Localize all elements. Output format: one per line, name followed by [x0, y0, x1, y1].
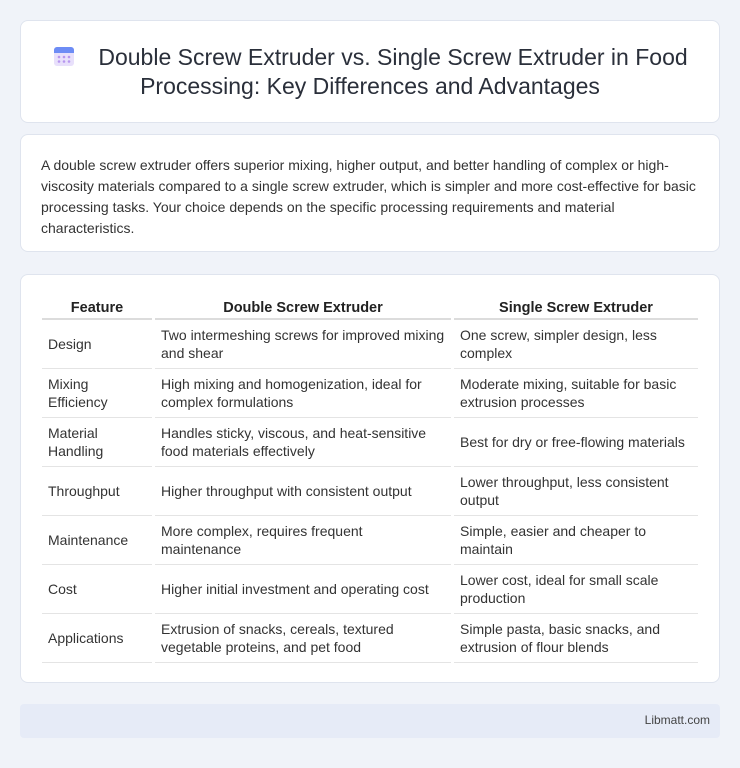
- table-header-row: [42, 295, 698, 320]
- page-title: Double Screw Extruder vs. Single Screw Extruder in Food Processing: Key Differences and Advantages: [98, 44, 688, 99]
- cell-feature: Throughput: [42, 467, 152, 516]
- header-double-screw: Double Screw Extruder: [155, 295, 451, 320]
- cell-single: Simple pasta, basic snacks, and extrusion of flour blends: [454, 614, 698, 663]
- cell-feature: Applications: [42, 614, 152, 663]
- cell-double: Extrusion of snacks, cereals, textured vegetable proteins, and pet food: [155, 614, 451, 663]
- cell-feature: Cost: [42, 565, 152, 614]
- table-row: [42, 516, 698, 565]
- summary-text: A double screw extruder offers superior mixing, higher output, and better handling of complex or high-viscosity materials compared to a single screw extruder, which is simpler and more cost-effective for basic processing tasks. Your choice depends on the specific processing requirements and material characteristics.: [41, 157, 696, 236]
- page-title-block: [21, 43, 719, 101]
- cell-feature: Material Handling: [42, 418, 152, 467]
- cell-feature: Maintenance: [42, 516, 152, 565]
- footer-site-link[interactable]: Libmatt.com: [644, 713, 710, 727]
- cell-double: High mixing and homogenization, ideal for complex formulations: [155, 369, 451, 418]
- cell-double: Two intermeshing screws for improved mixing and shear: [155, 320, 451, 369]
- cell-double: Handles sticky, viscous, and heat-sensitive food materials effectively: [155, 418, 451, 467]
- header-feature: Feature: [42, 295, 152, 320]
- cell-single: Best for dry or free-flowing materials: [454, 418, 698, 467]
- cell-feature: Design: [42, 320, 152, 369]
- title-card: [20, 20, 720, 123]
- comparison-table: [42, 295, 698, 663]
- cell-double: Higher throughput with consistent output: [155, 467, 451, 516]
- table-row: [42, 320, 698, 369]
- table-row: [42, 467, 698, 516]
- table-row: [42, 418, 698, 467]
- cell-double: More complex, requires frequent maintenance: [155, 516, 451, 565]
- comparison-card: [20, 274, 720, 683]
- table-row: [42, 614, 698, 663]
- cell-single: Moderate mixing, suitable for basic extrusion processes: [454, 369, 698, 418]
- calendar-icon: [52, 44, 76, 68]
- table-row: [42, 565, 698, 614]
- cell-double: Higher initial investment and operating cost: [155, 565, 451, 614]
- cell-single: Lower throughput, less consistent output: [454, 467, 698, 516]
- cell-single: Lower cost, ideal for small scale production: [454, 565, 698, 614]
- cell-single: Simple, easier and cheaper to maintain: [454, 516, 698, 565]
- cell-feature: Mixing Efficiency: [42, 369, 152, 418]
- footer-bar: [20, 704, 720, 738]
- summary-card: [20, 134, 720, 252]
- header-single-screw: Single Screw Extruder: [454, 295, 698, 320]
- table-row: [42, 369, 698, 418]
- cell-single: One screw, simpler design, less complex: [454, 320, 698, 369]
